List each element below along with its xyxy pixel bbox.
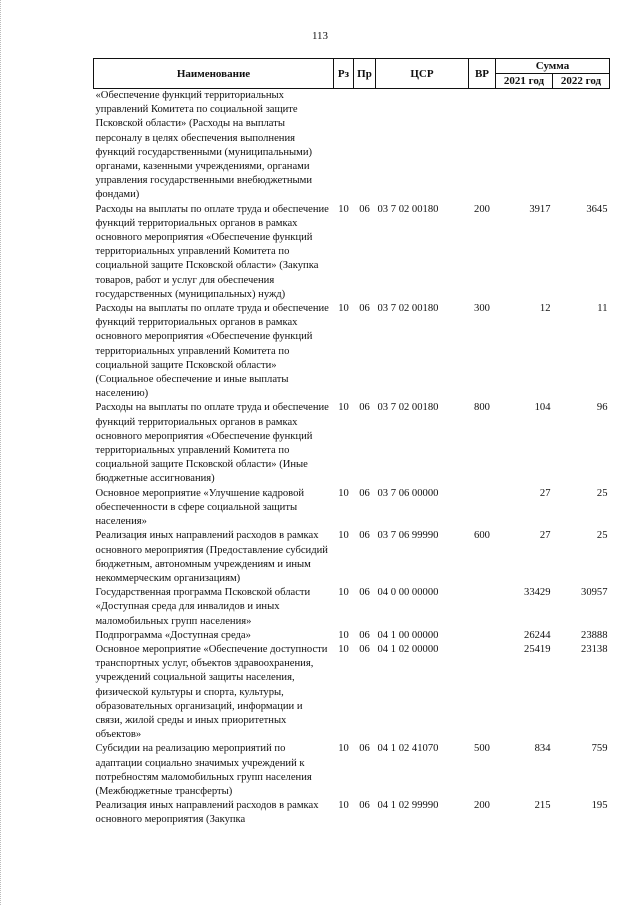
cell-pr: 06	[359, 643, 370, 655]
cell-rz: 10	[338, 487, 349, 499]
cell-y2021: 834	[534, 743, 551, 755]
budget-table	[93, 58, 610, 828]
cell-y2021: 27	[539, 530, 551, 542]
cell-y2021	[496, 89, 553, 203]
table-row	[94, 643, 610, 742]
cell-name: «Обеспечение функций территориальных управлений Комитета по социальной защите Псковской области» (Расходы на выплаты персоналу в целях обеспечения выполнения функций государственными (муниципальными) органами, казенными учреждениями, органами управления государственными внебюджетными фондами)	[95, 90, 313, 201]
cell-vr	[469, 586, 496, 629]
cell-csr: 04 0 00 00000	[377, 587, 439, 599]
cell-pr: 06	[359, 587, 370, 599]
cell-pr: 06	[359, 402, 370, 414]
cell-vr: 500	[474, 743, 490, 755]
cell-pr: 06	[359, 530, 370, 542]
cell-y2022: 25	[596, 487, 608, 499]
cell-pr: 06	[359, 487, 370, 499]
cell-csr: 04 1 02 00000	[377, 643, 439, 655]
cell-vr	[469, 487, 496, 530]
cell-name: Основное мероприятие «Обеспечение доступности транспортных услуг, объектов здравоохранения, учреждений социальной защиты населения, физической культуры и спорта, культуры, образовательных организаций, информации и связи, жилой среды и иных приоритетных объектов»	[95, 643, 328, 741]
cell-rz	[334, 89, 354, 203]
cell-y2022: 23888	[581, 629, 608, 641]
cell-pr	[354, 89, 376, 203]
cell-pr: 06	[359, 303, 370, 315]
cell-vr	[469, 629, 496, 643]
cell-y2021: 12	[539, 303, 551, 315]
header-rz: Рз	[334, 59, 354, 89]
cell-y2022: 759	[591, 743, 608, 755]
cell-csr: 03 7 02 00180	[377, 402, 439, 414]
cell-csr: 04 1 02 99990	[377, 800, 439, 812]
cell-y2021: 25419	[524, 643, 551, 655]
cell-rz: 10	[338, 800, 349, 812]
table-body	[94, 89, 610, 828]
cell-pr: 06	[359, 743, 370, 755]
cell-vr	[469, 643, 496, 742]
table-row	[94, 487, 610, 530]
cell-vr	[469, 89, 496, 203]
cell-y2022: 23138	[581, 643, 608, 655]
cell-rz: 10	[338, 629, 349, 641]
cell-y2022: 11	[597, 303, 608, 315]
table-row	[94, 742, 610, 799]
cell-csr: 04 1 02 41070	[377, 743, 439, 755]
cell-rz: 10	[338, 303, 349, 315]
cell-rz: 10	[338, 530, 349, 542]
cell-csr: 04 1 00 00000	[377, 629, 439, 641]
cell-y2021: 104	[534, 402, 551, 414]
cell-y2022: 195	[591, 800, 608, 812]
cell-vr: 300	[474, 303, 490, 315]
header-vr: ВР	[469, 59, 496, 89]
cell-name: Основное мероприятие «Улучшение кадровой обеспеченности в сфере социальной защиты населения»	[95, 487, 305, 528]
table-row	[94, 302, 610, 401]
cell-csr	[376, 89, 469, 203]
cell-name: Расходы на выплаты по оплате труда и обеспечение функций территориальных органов в рамках основного мероприятия «Обеспечение функций территориальных управлений Комитета по социальной защите Псковской области» (Иные бюджетные ассигнования)	[95, 402, 329, 485]
table-row	[94, 401, 610, 486]
cell-pr: 06	[359, 800, 370, 812]
cell-rz: 10	[338, 587, 349, 599]
cell-pr: 06	[359, 203, 370, 215]
cell-y2022: 25	[596, 530, 608, 542]
cell-name: Расходы на выплаты по оплате труда и обеспечение функций территориальных органов в рамках основного мероприятия «Обеспечение функций территориальных управлений Комитета по социальной защите Псковской области» (Социальное обеспечение и иные выплаты населению)	[95, 303, 329, 400]
header-sum: Сумма	[496, 59, 610, 74]
cell-name: Государственная программа Псковской области «Доступная среда для инвалидов и иных маломобильных групп населения»	[95, 587, 311, 627]
cell-vr: 200	[474, 203, 490, 215]
cell-y2022: 96	[596, 402, 608, 414]
header-pr: Пр	[354, 59, 376, 89]
cell-csr: 03 7 02 00180	[377, 203, 439, 215]
cell-y2021: 27	[539, 487, 551, 499]
cell-name: Расходы на выплаты по оплате труда и обеспечение функций территориальных органов в рамках основного мероприятия «Обеспечение функций территориальных управлений Комитета по социальной защите Псковской области» (Закупка товаров, работ и услуг для обеспечения государственных (муниципальных) нужд)	[95, 203, 329, 300]
cell-y2022	[553, 89, 610, 203]
cell-rz: 10	[338, 643, 349, 655]
page-number: 113	[311, 30, 329, 42]
table-row	[94, 586, 610, 629]
table-row	[94, 203, 610, 302]
cell-name: Реализация иных направлений расходов в рамках основного мероприятия (Закупка	[95, 800, 319, 826]
cell-y2021: 26244	[524, 629, 551, 641]
cell-csr: 03 7 02 00180	[377, 303, 439, 315]
header-csr: ЦСР	[376, 59, 469, 89]
cell-rz: 10	[338, 743, 349, 755]
cell-vr: 200	[474, 800, 490, 812]
cell-name: Реализация иных направлений расходов в рамках основного мероприятия (Предоставление субсидий бюджетным, автономным учреждениям и иным некоммерческим организациям)	[95, 530, 328, 584]
cell-y2022: 30957	[581, 587, 608, 599]
table-row	[94, 529, 610, 586]
header-2022: 2022 год	[553, 74, 610, 89]
cell-rz: 10	[338, 203, 349, 215]
cell-y2022: 3645	[586, 203, 608, 215]
cell-csr: 03 7 06 00000	[377, 487, 439, 499]
cell-rz: 10	[338, 402, 349, 414]
scan-edge	[0, 0, 2, 905]
cell-y2021: 33429	[524, 587, 551, 599]
table-row	[94, 799, 610, 827]
cell-y2021: 3917	[529, 203, 551, 215]
header-name: Наименование	[94, 59, 334, 89]
cell-pr: 06	[359, 629, 370, 641]
cell-vr: 600	[474, 530, 490, 542]
table-row	[94, 629, 610, 643]
table-row	[94, 89, 610, 203]
cell-y2021: 215	[534, 800, 551, 812]
cell-vr: 800	[474, 402, 490, 414]
table-header	[94, 59, 610, 89]
cell-name: Подпрограмма «Доступная среда»	[95, 629, 251, 641]
header-2021: 2021 год	[496, 74, 553, 89]
cell-name: Субсидии на реализацию мероприятий по адаптации социально значимых учреждений к потребностям маломобильных групп населения (Межбюджетные трансферты)	[95, 743, 312, 797]
cell-csr: 03 7 06 99990	[377, 530, 439, 542]
